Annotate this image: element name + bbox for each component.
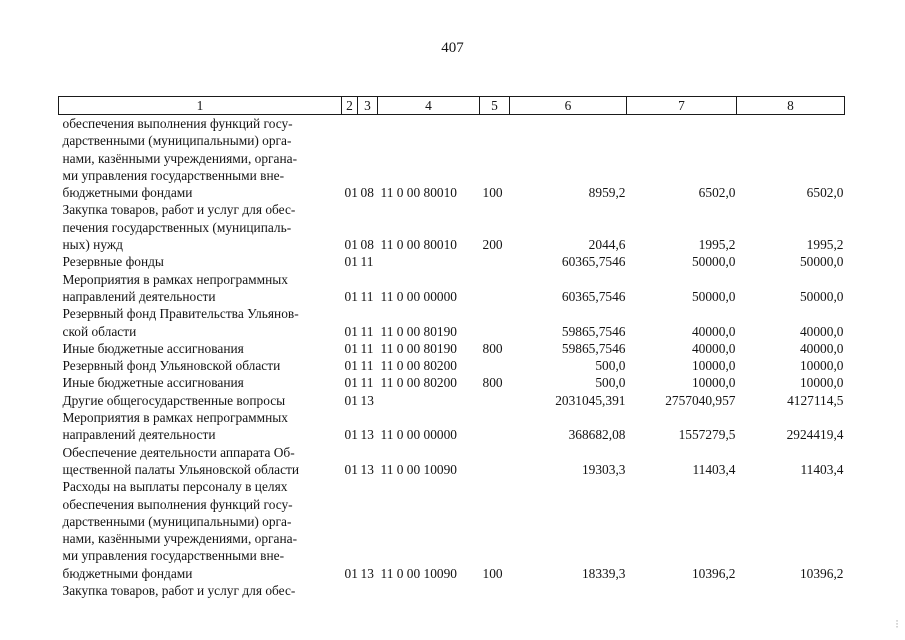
item-name-line: Резервный фонд Правительства Ульянов- [62,306,299,322]
item-name-line: ми управления государственными вне- [62,548,285,564]
cell-target-item: 11 0 00 80190 [380,340,457,356]
table-row [59,271,845,306]
cell-amount-3: 10396,2 [799,565,844,581]
item-name-line: щественной палаты Ульяновской области [62,461,300,477]
cell-target-item [378,253,480,270]
cell-target-item: 11 0 00 80190 [380,323,457,339]
header-col-6: 6 [510,97,627,115]
item-name-line: направлений деятельности [62,427,216,443]
header-col-2: 2 [342,97,358,115]
cell-amount-1: 59865,7546 [561,340,626,356]
cell-expense-type: 200 [482,237,503,253]
cell-amount-2: 10396,2 [691,565,736,581]
cell-amount-1: 59865,7546 [561,323,626,339]
cell-amount-3: 50000,0 [799,288,844,304]
cell-expense-type [480,409,510,444]
cell-target-item: 11 0 00 10090 [380,565,457,581]
cell-amount-1: 500,0 [595,358,626,374]
cell-section: 01 [344,237,358,253]
table-row [59,582,845,599]
cell-item-name [59,444,342,479]
item-name-line: бюджетными фондами [62,185,193,201]
cell-amount-3: 10000,0 [799,375,844,391]
table-row [59,444,845,479]
cell-target-item: 11 0 00 80200 [380,375,457,391]
cell-amount-2: 10000,0 [691,375,736,391]
cell-expense-type: 800 [482,375,503,391]
cell-amount-3: 40000,0 [799,340,844,356]
cell-amount-2: 1995,2 [698,237,736,253]
cell-expense-type [480,305,510,340]
cell-amount-2: 11403,4 [692,461,736,477]
cell-target-item: 11 0 00 00000 [380,427,457,443]
cell-amount-1 [510,582,627,599]
cell-amount-2: 6502,0 [698,185,736,201]
scan-mark: ⁝ [895,617,899,631]
item-name-line: ных) нужд [62,237,123,253]
cell-expense-type [480,271,510,306]
header-col-4: 4 [378,97,480,115]
header-col-5: 5 [480,97,510,115]
item-name-line: печения государственных (муниципаль- [62,219,292,235]
cell-section: 01 [344,461,358,477]
page-number: 407 [441,40,464,56]
cell-amount-1: 8959,2 [588,185,626,201]
item-name-line: дарственными (муниципальными) орга- [62,513,292,529]
cell-section: 01 [344,375,358,391]
cell-subsection: 11 [360,254,374,270]
cell-target-item [378,392,480,409]
cell-target-item: 11 0 00 80200 [380,358,457,374]
item-name-line: Мероприятия в рамках непрограммных [62,410,288,426]
cell-target-item: 11 0 00 00000 [380,288,457,304]
cell-amount-3: 6502,0 [806,185,844,201]
cell-subsection: 08 [360,237,374,253]
cell-subsection: 11 [360,323,374,339]
item-name-line: обеспечения выполнения функций госу- [62,116,293,131]
cell-amount-2 [627,582,737,599]
cell-amount-1: 500,0 [595,375,626,391]
cell-section [342,582,358,599]
item-name-line: Другие общегосударственные вопросы [62,392,286,408]
cell-section: 01 [344,340,358,356]
cell-amount-1: 19303,3 [581,461,626,477]
item-name-line: ской области [62,323,137,339]
cell-amount-3: 1995,2 [806,237,844,253]
cell-amount-1: 2031045,391 [555,392,626,408]
cell-item-name [59,253,342,270]
cell-section: 01 [344,565,358,581]
cell-subsection: 13 [360,461,374,477]
cell-subsection: 13 [360,392,374,408]
cell-section: 01 [344,323,358,339]
cell-amount-1: 18339,3 [581,565,626,581]
item-name-line: Резервный фонд Ульяновской области [62,358,281,374]
table-row [59,374,845,391]
cell-amount-2: 2757040,957 [665,392,736,408]
cell-expense-type [480,392,510,409]
table-row [59,392,845,409]
cell-item-name [59,115,342,202]
cell-item-name [59,340,342,357]
cell-expense-type: 100 [482,185,503,201]
cell-target-item [378,582,480,599]
cell-amount-3: 11403,4 [800,461,844,477]
table-row [59,253,845,270]
cell-section: 01 [344,358,358,374]
cell-item-name [59,271,342,306]
header-col-1: 1 [59,97,342,115]
cell-subsection [358,582,378,599]
cell-target-item: 11 0 00 80010 [380,237,457,253]
budget-table [58,96,845,599]
item-name-line: направлений деятельности [62,288,216,304]
cell-subsection: 11 [360,340,374,356]
cell-expense-type: 100 [482,565,503,581]
cell-item-name [59,392,342,409]
header-col-8: 8 [737,97,845,115]
cell-amount-2: 10000,0 [691,358,736,374]
cell-subsection: 08 [360,185,374,201]
cell-item-name [59,201,342,253]
cell-amount-3 [737,582,845,599]
cell-expense-type: 800 [482,340,503,356]
cell-amount-2: 50000,0 [691,254,736,270]
cell-section: 01 [344,427,358,443]
cell-subsection: 13 [360,565,374,581]
item-name-line: Мероприятия в рамках непрограммных [62,271,288,287]
cell-item-name [59,478,342,582]
cell-amount-1: 2044,6 [588,237,626,253]
cell-section: 01 [344,185,358,201]
cell-subsection: 11 [360,358,374,374]
item-name-line: нами, казёнными учреждениями, органа- [62,150,298,166]
cell-amount-2: 1557279,5 [678,427,736,443]
table-row [59,478,845,582]
item-name-line: Закупка товаров, работ и услуг для обес- [62,583,296,599]
item-name-line: дарственными (муниципальными) орга- [62,133,292,149]
cell-amount-2: 40000,0 [691,323,736,339]
item-name-line: Закупка товаров, работ и услуг для обес- [62,202,296,218]
cell-expense-type [480,444,510,479]
cell-section: 01 [344,392,358,408]
cell-amount-2: 50000,0 [691,288,736,304]
cell-item-name [59,582,342,599]
item-name-line: Иные бюджетные ассигнования [62,375,244,391]
cell-amount-3: 50000,0 [799,254,844,270]
item-name-line: ми управления государственными вне- [62,167,285,183]
table-body [59,115,845,600]
cell-amount-3: 4127114,5 [787,392,844,408]
table-row [59,201,845,253]
cell-section: 01 [344,254,358,270]
header-col-7: 7 [627,97,737,115]
cell-amount-1: 60365,7546 [561,254,626,270]
item-name-line: нами, казёнными учреждениями, органа- [62,531,298,547]
header-col-3: 3 [358,97,378,115]
cell-subsection: 11 [360,288,374,304]
cell-item-name [59,374,342,391]
cell-item-name [59,357,342,374]
cell-expense-type [480,582,510,599]
table-row [59,340,845,357]
cell-amount-1: 368682,08 [568,427,626,443]
table-row [59,409,845,444]
cell-item-name [59,409,342,444]
cell-subsection: 13 [360,427,374,443]
cell-expense-type [480,357,510,374]
cell-amount-3: 2924419,4 [786,427,844,443]
item-name-line: Расходы на выплаты персоналу в целях [62,479,288,495]
cell-target-item: 11 0 00 10090 [380,461,457,477]
cell-subsection: 11 [360,375,374,391]
cell-target-item: 11 0 00 80010 [380,185,457,201]
table-header-row [59,97,845,115]
table-row [59,305,845,340]
cell-amount-3: 10000,0 [799,358,844,374]
cell-expense-type [480,253,510,270]
item-name-line: Обеспечение деятельности аппарата Об- [62,444,295,460]
table-row [59,115,845,202]
cell-section: 01 [344,288,358,304]
table-row [59,357,845,374]
item-name-line: Иные бюджетные ассигнования [62,340,244,356]
cell-amount-1: 60365,7546 [561,288,626,304]
item-name-line: обеспечения выполнения функций госу- [62,496,293,512]
cell-amount-3: 40000,0 [799,323,844,339]
cell-item-name [59,305,342,340]
item-name-line: Резервные фонды [62,254,164,270]
item-name-line: бюджетными фондами [62,565,193,581]
cell-amount-2: 40000,0 [691,340,736,356]
